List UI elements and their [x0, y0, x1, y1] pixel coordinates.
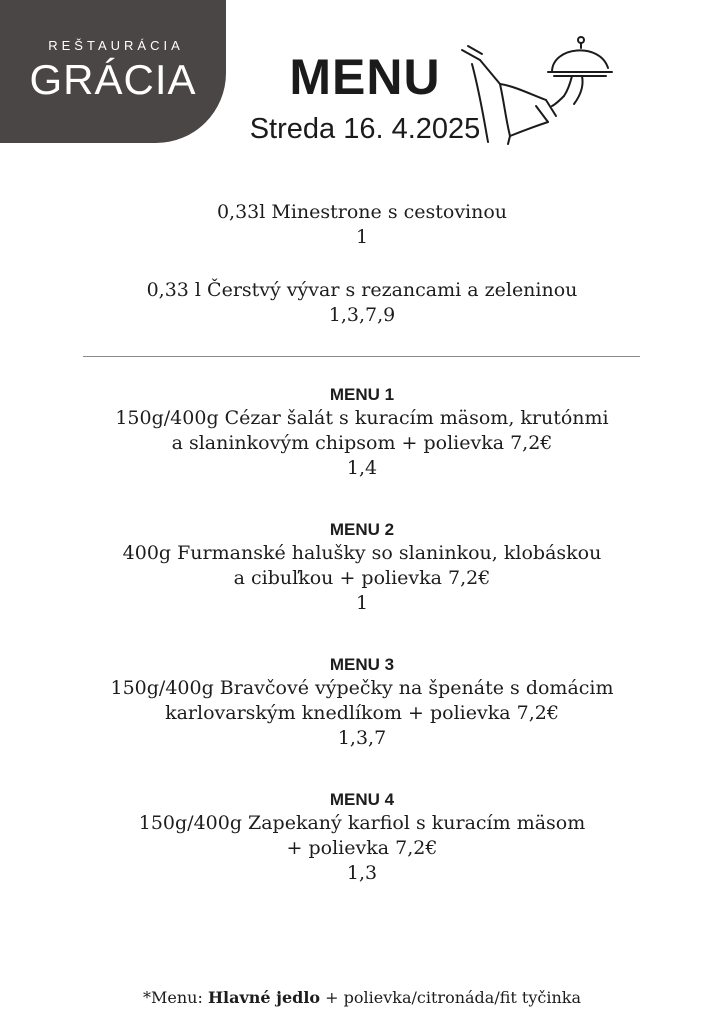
restaurant-logo: [0, 0, 226, 143]
menu-description-line: 150g/400g Zapekaný karfiol s kuracím mäsom: [138, 812, 586, 834]
menu-item: [0, 789, 724, 886]
soup-allergens: 1: [355, 226, 369, 248]
footnote-prefix: *Menu:: [143, 988, 208, 1007]
footnote-main-dish: Hlavné jedlo: [207, 988, 321, 1007]
footnote-suffix: + polievka/citronáda/fit tyčinka: [320, 988, 581, 1007]
menu-description-line: + polievka 7,2€: [286, 837, 438, 859]
menu-description-line: 400g Furmanské halušky so slaninkou, klobáskou: [122, 542, 602, 564]
menu-description-line: 150g/400g Bravčové výpečky na špenáte s domácim: [110, 677, 614, 699]
logo-subtitle: REŠTAURÁCIA: [48, 38, 184, 53]
menu-title: MENU: [289, 49, 441, 105]
menu-description-line: karlovarským knedlíkom + polievka 7,2€: [165, 702, 559, 724]
soup-item: [0, 278, 724, 328]
menu-list: [0, 384, 724, 924]
menu-heading: MENU 2: [329, 520, 395, 539]
menu-heading: MENU 1: [329, 385, 395, 404]
menu-heading: MENU 4: [329, 790, 395, 809]
logo-name: GRÁCIA: [29, 56, 197, 103]
menu-allergens: 1,4: [346, 457, 378, 479]
menu-date: Streda 16. 4.2025: [249, 113, 481, 145]
menu-item: [0, 654, 724, 751]
menu-footnote: [0, 987, 724, 1009]
menu-description-line: a slaninkovým chipsom + polievka 7,2€: [171, 432, 553, 454]
menu-allergens: 1,3,7: [337, 727, 387, 749]
waiter-serving-cloche-icon: [460, 24, 620, 148]
section-divider: [83, 356, 640, 357]
menu-allergens: 1,3: [346, 862, 378, 884]
soup-name: 0,33l Minestrone s cestovinou: [216, 201, 508, 223]
soup-item: [0, 200, 724, 250]
menu-heading: MENU 3: [329, 655, 395, 674]
menu-item: [0, 384, 724, 481]
soup-name: 0,33 l Čerstvý vývar s rezancami a zeleninou: [146, 279, 578, 301]
menu-item: [0, 519, 724, 616]
menu-description-line: a cibuľkou + polievka 7,2€: [233, 567, 491, 589]
soup-allergens: 1,3,7,9: [328, 304, 396, 326]
menu-description-line: 150g/400g Cézar šalát s kuracím mäsom, krutónmi: [115, 407, 609, 429]
soup-list: [0, 200, 724, 356]
menu-allergens: 1: [355, 592, 369, 614]
